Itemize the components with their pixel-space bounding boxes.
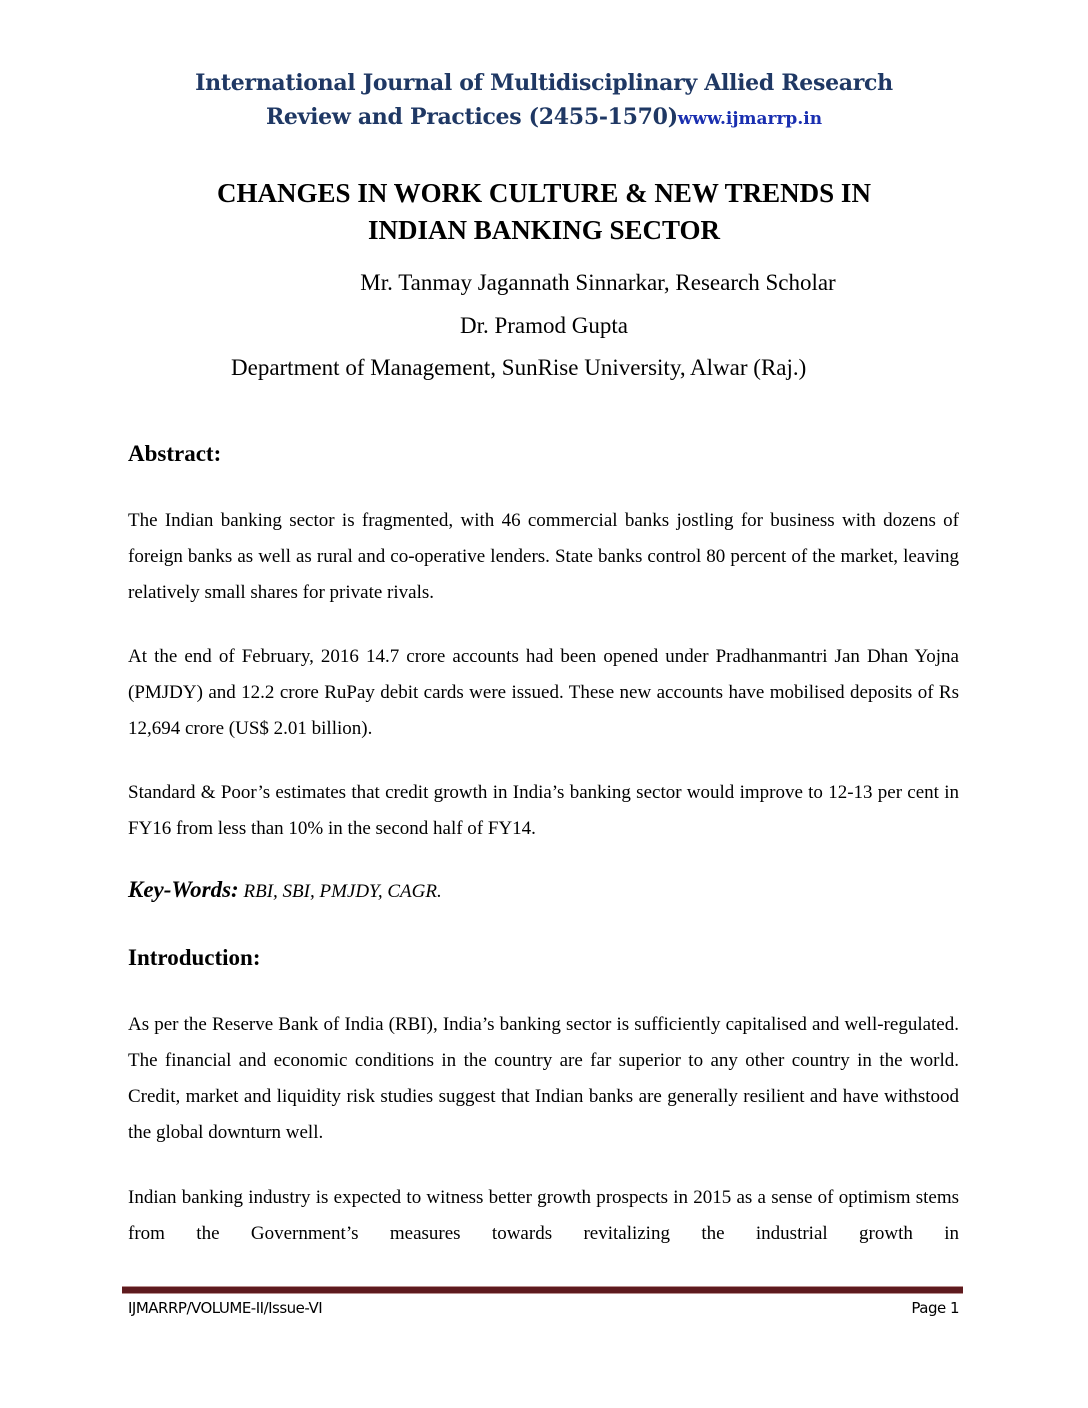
keywords-values: RBI, SBI, PMJDY, CAGR. — [238, 881, 442, 902]
abstract-text-3: Standard & Poor’s estimates that credit growth in India’s banking sector would improve to 12-13 per cent in FY16 from less than 10% in the second half of FY14. — [128, 782, 959, 839]
journal-header — [0, 66, 1088, 136]
page-footer — [128, 1299, 959, 1317]
footer-divider — [122, 1286, 963, 1294]
abstract-paragraph-1 — [128, 503, 959, 611]
introduction-text-2: Indian banking industry is expected to witness better growth prospects in 2015 as a sense of optimism stems from the Government’s measures towards revitalizing the industrial growth in — [128, 1187, 959, 1244]
footer-page-number: Page 1 — [911, 1299, 959, 1317]
journal-issn: Review and Practices (2455-1570) — [265, 104, 678, 130]
introduction-paragraph-1 — [128, 1007, 959, 1151]
author-1: Mr. Tanmay Jagannath Sinnarkar, Research Scholar — [360, 270, 836, 295]
paper-title — [0, 175, 1088, 249]
abstract-paragraph-3 — [128, 775, 959, 847]
keywords — [128, 877, 442, 903]
introduction-text-1: As per the Reserve Bank of India (RBI), India’s banking sector is sufficiently capitalised and well-regulated. The financial and economic conditions in the country are far superior to any other country in the world. Credit, market and liquidity risk studies suggest that Indian banks are generally resilient and have withstood the global downturn well. — [128, 1014, 959, 1143]
paper-title-line2: INDIAN BANKING SECTOR — [367, 215, 721, 245]
journal-name-line1: International Journal of Multidisciplinary Allied Research — [195, 70, 893, 96]
paper-title-line1: CHANGES IN WORK CULTURE & NEW TRENDS IN — [217, 178, 871, 208]
abstract-text-2: At the end of February, 2016 14.7 crore accounts had been opened under Pradhanmantri Jan Dhan Yojna (PMJDY) and 12.2 crore RuPay debit cards were issued. These new accounts have mobilised deposits of Rs 12,694 crore (US$ 2.01 billion). — [128, 646, 959, 739]
abstract-text-1: The Indian banking sector is fragmented, with 46 commercial banks jostling for business with dozens of foreign banks as well as rural and co-operative lenders. State banks control 80 percent of the market, leaving relatively small shares for private rivals. — [128, 510, 959, 603]
introduction-paragraph-2 — [128, 1180, 959, 1252]
abstract-heading: Abstract: — [128, 441, 222, 466]
journal-url-link[interactable]: www.ijmarrp.in — [677, 109, 823, 129]
author-2: Dr. Pramod Gupta — [459, 313, 628, 338]
introduction-heading: Introduction: — [128, 945, 261, 970]
keywords-label: Key-Words: — [128, 877, 239, 902]
abstract-paragraph-2 — [128, 639, 959, 747]
affiliation: Department of Management, SunRise University, Alwar (Raj.) — [231, 355, 807, 380]
footer-volume-issue: IJMARRP/VOLUME-II/Issue-VI — [128, 1299, 323, 1317]
journal-name-line2 — [0, 100, 1088, 136]
